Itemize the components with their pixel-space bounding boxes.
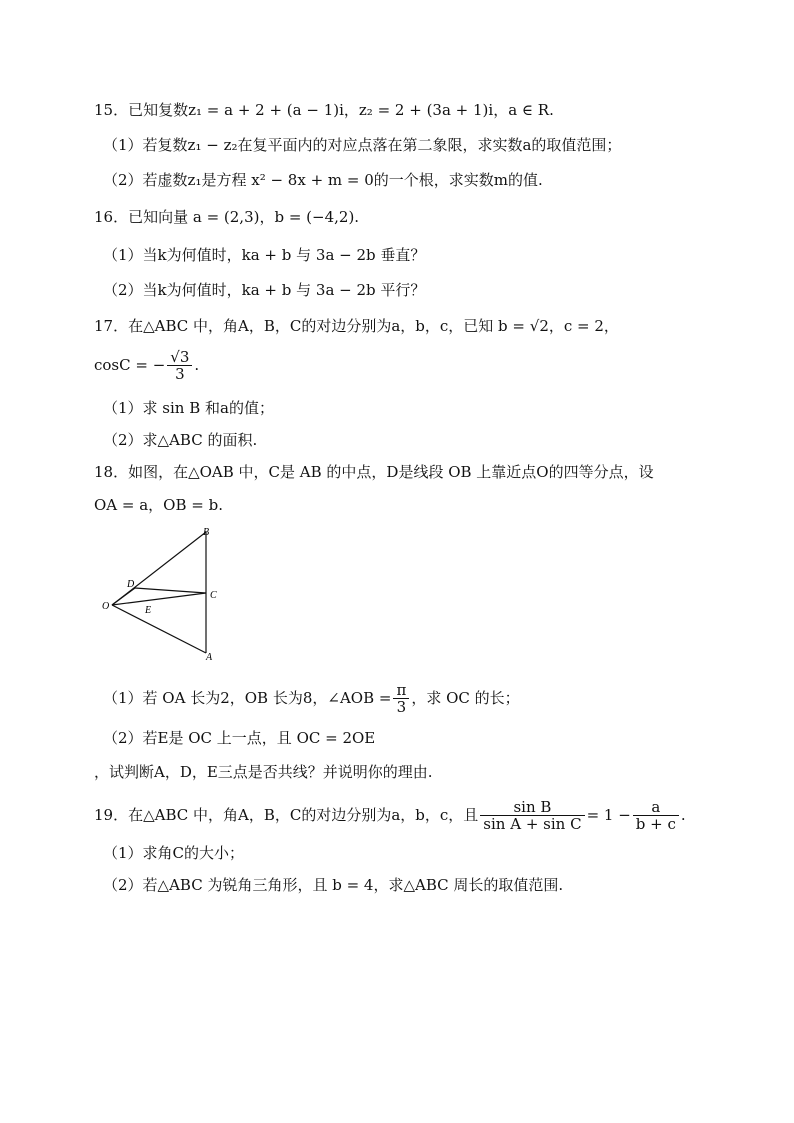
q17-cos-den: 3 [175, 364, 185, 383]
q19-fraction-1 [480, 799, 584, 832]
q17-stem: 17．在△ABC 中，角A，B，C的对边分别为a，b，c，已知 b = √2，c = 2， [94, 317, 619, 335]
q17-cos-line [94, 345, 199, 385]
q18-angle-fraction [393, 682, 409, 715]
label-D: D [127, 579, 135, 590]
label-C: C [210, 590, 217, 601]
q15-part2: （2）若虚数z₁是方程 x² − 8x + m = 0的一个根，求实数m的值. [103, 171, 543, 189]
q19-mid: = 1 − [586, 806, 631, 824]
q17-cos-fraction [167, 349, 192, 382]
q19-part2: （2）若△ABC 为锐角三角形，且 b = 4，求△ABC 周长的取值范围. [103, 876, 564, 894]
q18-part1 [103, 680, 520, 716]
q19-f1-den: sin A + sin C [483, 814, 582, 833]
q17-cos-num: √3 [167, 349, 192, 366]
q17-part1: （1）求 sin B 和a的值； [103, 399, 274, 417]
side-OA [112, 605, 206, 653]
q18-vector-def: OA = a，OB = b. [94, 496, 223, 514]
label-E: E [145, 605, 152, 616]
label-B: B [203, 527, 210, 538]
triangle-figure [100, 522, 230, 662]
q18-part1-b: ，求 OC 的长； [411, 689, 520, 707]
q17-cos-end: . [194, 356, 200, 374]
q18-angle-den: 3 [396, 697, 407, 716]
q16-part1: （1）当k为何值时，ka + b 与 3a − 2b 垂直？ [103, 246, 426, 264]
q17-cos-left: cosC = − [94, 356, 166, 374]
q15-part1: （1）若复数z₁ − z₂在复平面内的对应点落在第二象限，求实数a的取值范围； [103, 136, 622, 154]
q19-f2-den: b + c [635, 814, 676, 833]
segment-DC [135, 588, 206, 593]
q18-stem: 18．如图，在△OAB 中，C是 AB 的中点，D是线段 OB 上靠近点O的四等分点，设 [94, 463, 654, 481]
q19-part1: （1）求角C的大小； [103, 844, 245, 862]
q19-fraction-2 [633, 799, 679, 832]
q16-stem: 16．已知向量 a = (2,3)，b = (−4,2). [94, 208, 360, 226]
q16-part2: （2）当k为何值时，ka + b 与 3a − 2b 平行？ [103, 281, 426, 299]
q19-stem-a: 19．在△ABC 中，角A，B，C的对边分别为a，b，c，且 [94, 806, 479, 824]
q17-part2: （2）求△ABC 的面积. [103, 431, 258, 449]
q19-f1-num: sin B [480, 799, 584, 816]
label-O: O [102, 601, 110, 612]
q19-f2-num: a [633, 799, 679, 816]
q15-stem: 15．已知复数z₁ = a + 2 + (a − 1)i，z₂ = 2 + (3a + 1)i，a ∈ R. [94, 101, 554, 119]
label-A: A [206, 652, 213, 662]
q18-part2-cont: ，试判断A，D，E三点是否共线？并说明你的理由. [94, 763, 433, 781]
q18-part2: （2）若E是 OC 上一点，且 OC = 2OE [103, 729, 376, 747]
q19-stem [94, 795, 686, 835]
q18-angle-num: π [393, 682, 409, 699]
q19-end: . [680, 806, 686, 824]
q18-part1-a: （1）若 OA 长为2，OB 长为8，∠AOB = [103, 689, 392, 707]
